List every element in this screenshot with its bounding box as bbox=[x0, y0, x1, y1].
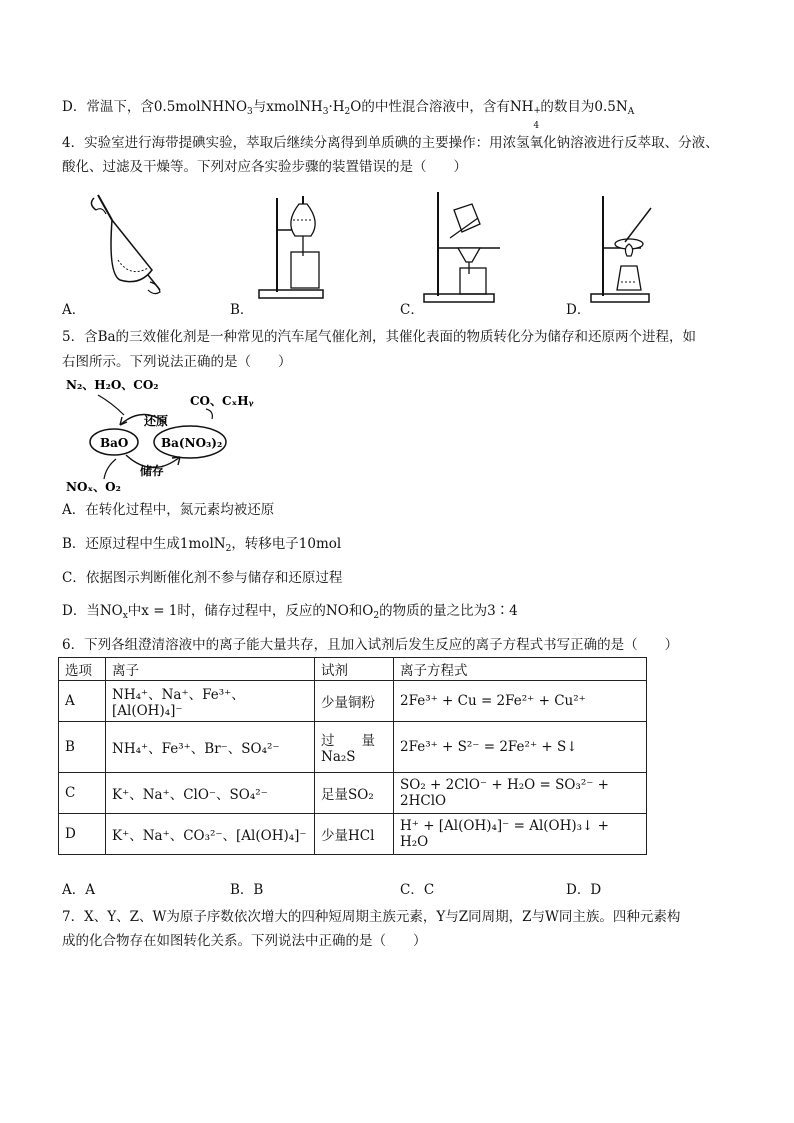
q5-option-a: A．在转化过程中，氮元素均被还原 bbox=[62, 502, 275, 518]
q4-option-a: A． bbox=[62, 302, 86, 318]
q6-answer-a: A．A bbox=[62, 882, 95, 898]
apparatus-d-image bbox=[585, 190, 665, 305]
q3-option-d: D．常温下，含0.5molNHNO$_3$与$xmolNH_3\cdot H_2O$的中性混合溶液中，含有NH + 4 的数目为$0.5N_A$ bbox=[62, 99, 635, 131]
row-equation: 2Fe³⁺ + S²⁻ = 2Fe²⁺ + S↓ bbox=[394, 722, 647, 773]
row-option: A bbox=[59, 681, 106, 722]
diagram-reduce-label: 还原 bbox=[144, 414, 169, 428]
row-equation: SO₂ + 2ClO⁻ + H₂O = SO₃²⁻ + 2HClO bbox=[394, 773, 647, 814]
q5-stem-line1: 5．含Ba的三效催化剂是一种常见的汽车尾气催化剂，其催化表面的物质转化分为储存和还原两个进程，如 bbox=[62, 329, 697, 345]
q6-answer-b: B．B bbox=[230, 882, 264, 898]
header-option: 选项 bbox=[59, 658, 106, 681]
apparatus-b-image bbox=[255, 190, 335, 305]
apparatus-c-image bbox=[420, 188, 500, 306]
row-ions: NH₄⁺、Na⁺、Fe³⁺、[Al(OH)₄]⁻ bbox=[106, 681, 315, 722]
diagram-bao-label: BaO bbox=[100, 436, 129, 450]
row-ions: K⁺、Na⁺、ClO⁻、SO₄²⁻ bbox=[106, 773, 315, 814]
table-header-row bbox=[59, 658, 647, 681]
row-equation: 2Fe³⁺ + Cu = 2Fe²⁺ + Cu²⁺ bbox=[394, 681, 647, 722]
q7-stem-line1: 7．X、Y、Z、W为原子序数依次增大的四种短周期主族元素，Y与Z同周期，Z与W同主族。四种元素构 bbox=[62, 909, 681, 925]
q6-answer-d: D．D bbox=[566, 882, 602, 898]
q6-answer-c: C．C bbox=[400, 882, 435, 898]
q4-option-b: B． bbox=[230, 302, 254, 318]
row-reagent: 足量SO₂ bbox=[315, 773, 394, 814]
table-row bbox=[59, 773, 647, 814]
header-equation: 离子方程式 bbox=[394, 658, 647, 681]
table-row bbox=[59, 681, 647, 722]
row-reagent: 过 量 Na₂S bbox=[315, 722, 394, 773]
row-ions: NH₄⁺、Fe³⁺、Br⁻、SO₄²⁻ bbox=[106, 722, 315, 773]
q5-option-c: C．依据图示判断催化剂不参与储存和还原过程 bbox=[62, 570, 343, 586]
q6-stem: 6．下列各组澄清溶液中的离子能大量共存，且加入试剂后发生反应的离子方程式书写正确的是（ ） bbox=[62, 637, 679, 653]
q5-stem-line2: 右图所示。下列说法正确的是（ ） bbox=[62, 354, 292, 370]
header-ions: 离子 bbox=[106, 658, 315, 681]
diagram-reactants-label: NOₓ、O₂ bbox=[66, 480, 121, 494]
q5-option-b: B．还原过程中生成1molN$_2$，转移电子10mol bbox=[62, 536, 342, 554]
catalyst-cycle-diagram bbox=[62, 375, 262, 497]
table-row bbox=[59, 722, 647, 773]
row-ions: K⁺、Na⁺、CO₃²⁻、[Al(OH)₄]⁻ bbox=[106, 814, 315, 855]
row-reagent: 少量HCl bbox=[315, 814, 394, 855]
apparatus-a-image bbox=[80, 190, 170, 300]
row-equation: H⁺ + [Al(OH)₄]⁻ = Al(OH)₃↓ + H₂O bbox=[394, 814, 647, 855]
row-option: B bbox=[59, 722, 106, 773]
q5-option-d: D．当$NO_x$中x = 1时，储存过程中，反应的NO和$O_2$的物质的量之比为3∶4 bbox=[62, 603, 518, 621]
diagram-reductants-label: CO、CₓHᵧ bbox=[190, 394, 254, 408]
diagram-products-label: N₂、H₂O、CO₂ bbox=[66, 378, 159, 392]
q4-option-d: D． bbox=[566, 302, 591, 318]
row-reagent: 少量铜粉 bbox=[315, 681, 394, 722]
q4-option-c: C． bbox=[400, 302, 424, 318]
q6-ion-table bbox=[58, 657, 647, 855]
diagram-bano3-label: Ba(NO₃)₂ bbox=[161, 436, 223, 450]
diagram-store-label: 储存 bbox=[140, 464, 165, 478]
q4-stem-line1: 4．实验室进行海带提碘实验，萃取后继续分离得到单质碘的主要操作：用浓氢氧化钠溶液进行反萃取、分液、 bbox=[62, 135, 719, 151]
q7-stem-line2: 成的化合物存在如图转化关系。下列说法中正确的是（ ） bbox=[62, 933, 427, 949]
row-option: D bbox=[59, 814, 106, 855]
header-reagent: 试剂 bbox=[315, 658, 394, 681]
q4-stem-line2: 酸化、过滤及干燥等。下列对应各实验步骤的装置错误的是（ ） bbox=[62, 159, 467, 175]
row-option: C bbox=[59, 773, 106, 814]
table-row bbox=[59, 814, 647, 855]
